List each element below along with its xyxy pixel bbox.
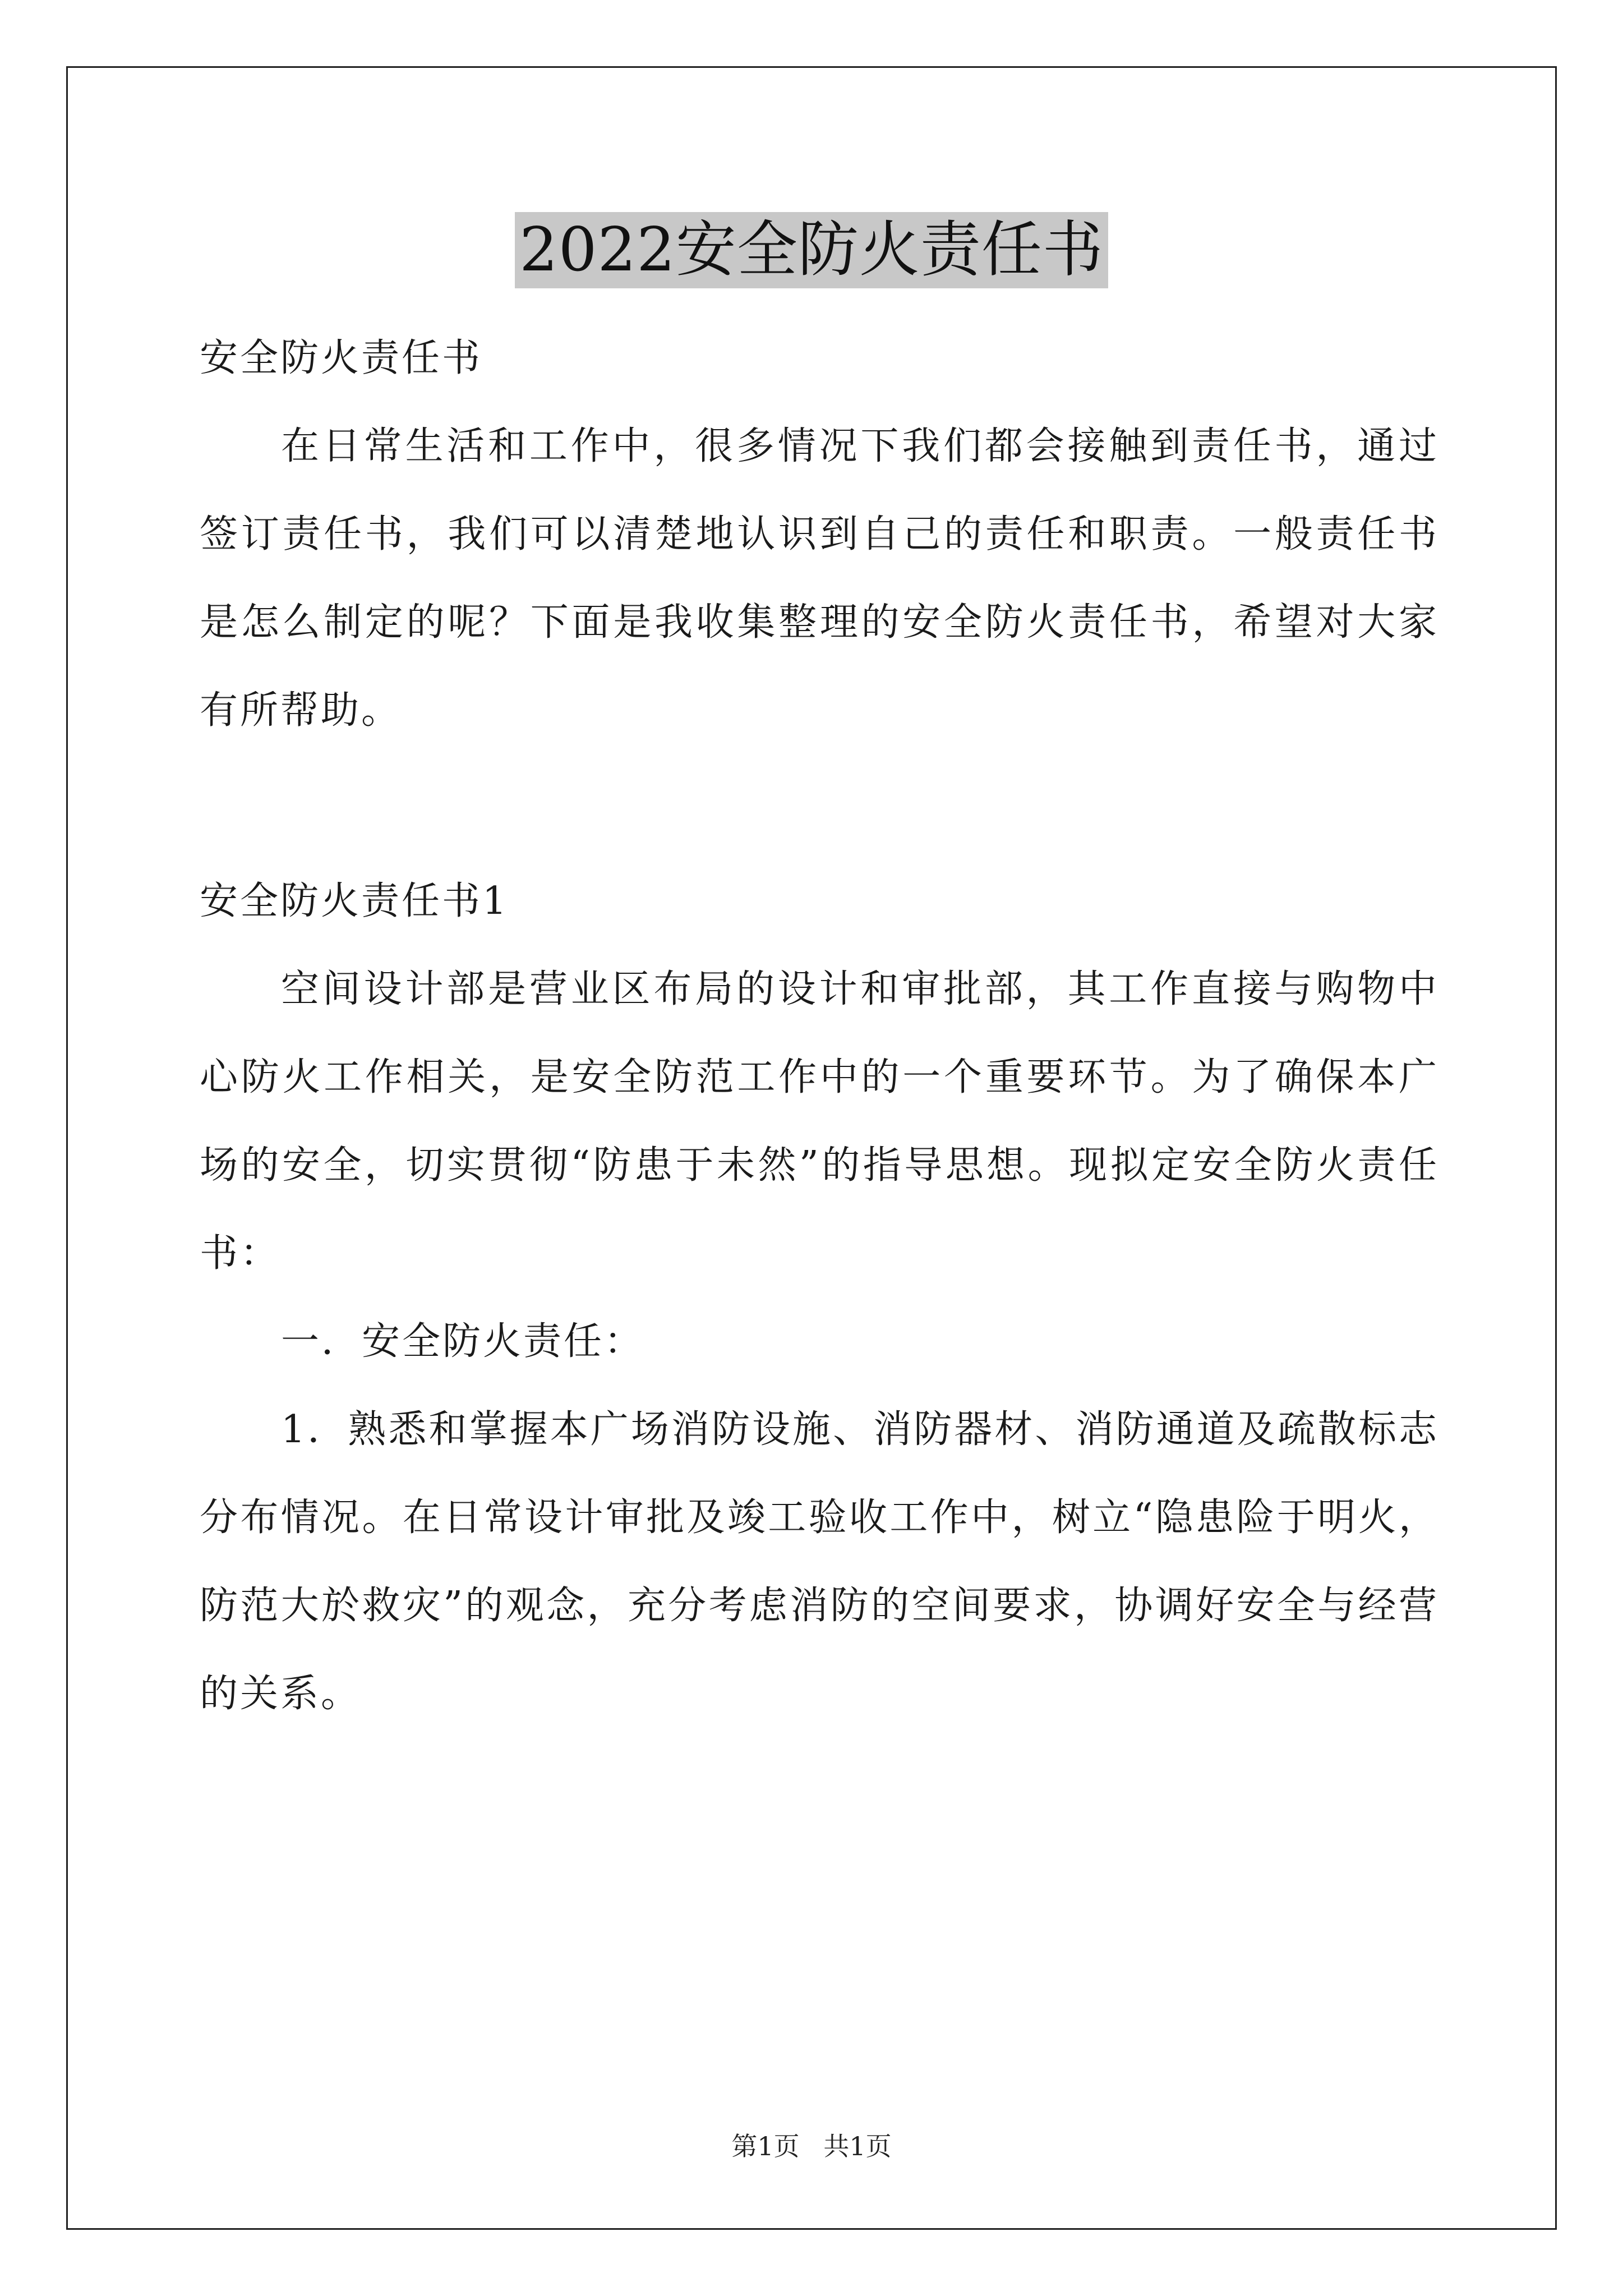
page-footer (0, 2126, 1623, 2163)
page-number: 第1页 (731, 2131, 800, 2161)
section-heading: 安全防火责任书1 (200, 879, 509, 923)
responsibility-item: 1．熟悉和掌握本广场消防设施、消防器材、消防通道及疏散标志分布情况。在日常设计审批及竣工验收工作中，树立“隐患险于明火，防范大於救灾”的观念，充分考虑消防的空间要求，协调好安全与经营的关系。 (200, 1407, 1439, 1716)
document-body (200, 314, 1439, 1738)
document-title: 2022安全防火责任书 (515, 212, 1108, 288)
section-paragraph: 空间设计部是营业区布局的设计和审批部，其工作直接与购物中心防火工作相关，是安全防范工作中的一个重要环节。为了确保本广场的安全，切实贯彻“防患于未然”的指导思想。现拟定安全防火责任书： (200, 967, 1439, 1276)
responsibility-heading: 一．安全防火责任： (281, 1319, 645, 1364)
intro-paragraph: 在日常生活和工作中，很多情况下我们都会接触到责任书，通过签订责任书，我们可以清楚地认识到自己的责任和职责。一般责任书是怎么制定的呢？下面是我收集整理的安全防火责任书，希望对大家有所帮助。 (200, 424, 1439, 733)
page-total: 共1页 (823, 2131, 892, 2161)
document-subtitle: 安全防火责任书 (200, 336, 483, 380)
title-container (0, 212, 1623, 288)
